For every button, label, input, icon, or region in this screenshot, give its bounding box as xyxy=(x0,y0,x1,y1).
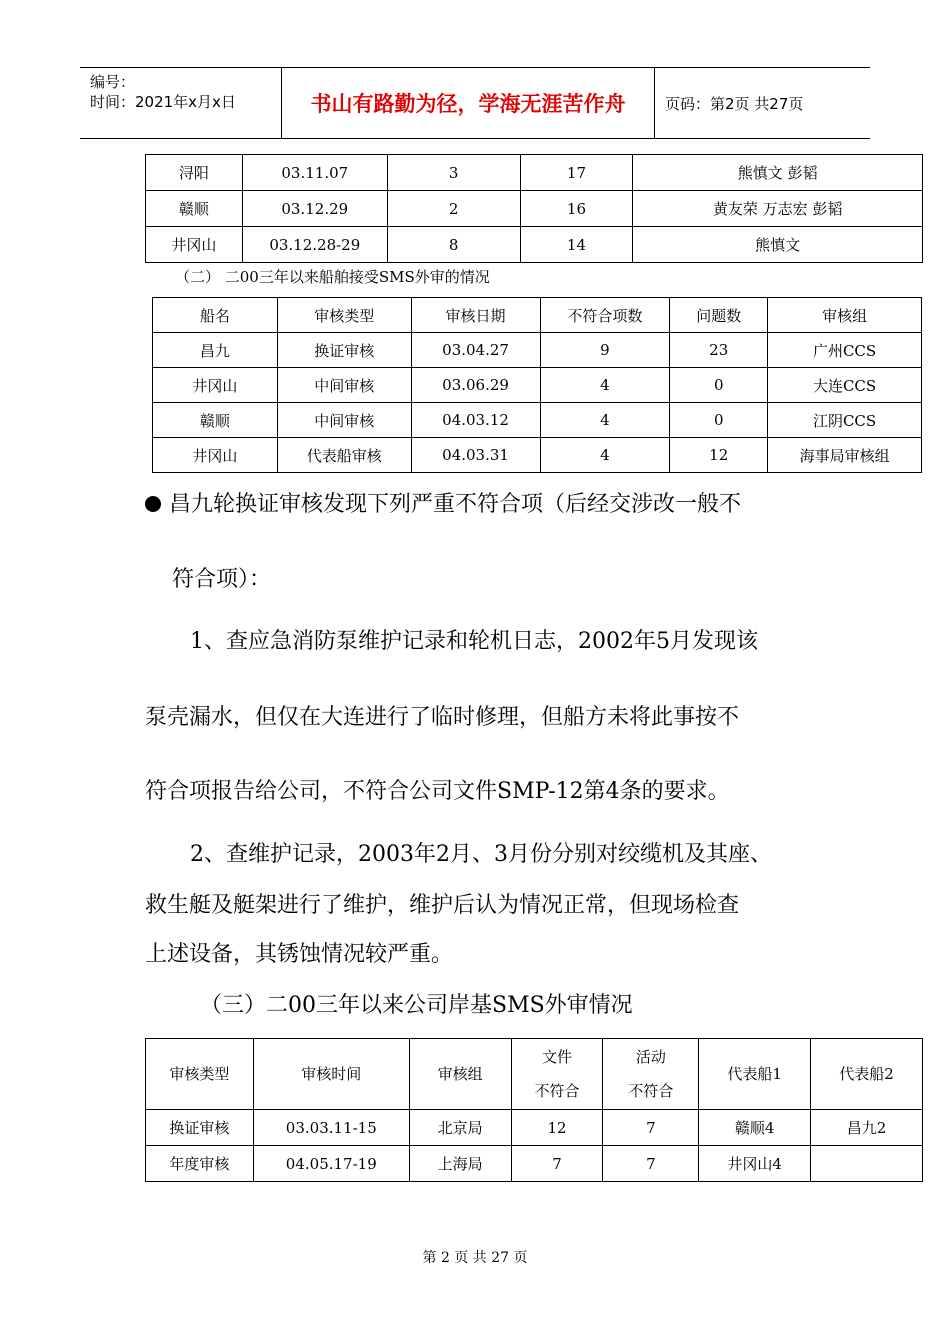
bullet-text: 昌九轮换证审核发现下列严重不符合项（后经交涉改一般不 xyxy=(169,492,742,517)
section2-caption: （二） 二00三年以来船舶接受SMS外审的情况 xyxy=(175,268,490,286)
column-header: 文件 不符合 xyxy=(511,1039,603,1110)
page-footer: 第 2 页 共 27 页 xyxy=(422,1250,528,1266)
bullet-dot xyxy=(145,496,161,512)
column-header: 活动 不符合 xyxy=(603,1039,699,1110)
table-cell: 04.05.17-19 xyxy=(253,1146,409,1182)
item2-line2: 救生艇及艇架进行了维护，维护后认为情况正常，但现场检查 xyxy=(145,893,740,918)
table-cell: 12 xyxy=(511,1110,603,1146)
time-label: 时间：2021年x月x日 xyxy=(90,93,236,111)
table-row xyxy=(153,403,922,438)
column-header: 审核组 xyxy=(409,1039,511,1110)
table-cell: 23 xyxy=(670,333,768,368)
table-cell: 昌九 xyxy=(153,333,278,368)
table-cell: 熊慎文 xyxy=(633,227,923,263)
table-cell: 浔阳 xyxy=(146,155,243,191)
table-row xyxy=(146,1146,923,1182)
table-cell: 北京局 xyxy=(409,1110,511,1146)
table-row xyxy=(146,155,923,191)
table-cell: 井冈山4 xyxy=(699,1146,811,1182)
table-row xyxy=(146,1110,923,1146)
ship-internal-audit-table xyxy=(145,154,923,263)
table-cell: 0 xyxy=(670,403,768,438)
column-header: 船名 xyxy=(153,298,278,333)
column-header: 不符合项数 xyxy=(540,298,670,333)
table-cell: 年度审核 xyxy=(146,1146,254,1182)
table-row xyxy=(146,191,923,227)
table-cell: 14 xyxy=(520,227,633,263)
table-cell: 03.03.11-15 xyxy=(253,1110,409,1146)
table-cell: 7 xyxy=(511,1146,603,1182)
table-cell: 井冈山 xyxy=(153,438,278,473)
item1-line2: 泵壳漏水，但仅在大连进行了临时修理，但船方未将此事按不 xyxy=(145,705,740,730)
header-meta xyxy=(80,68,282,138)
ship-external-audit-table xyxy=(152,297,922,473)
table-cell: 黄友荣 万志宏 彭韬 xyxy=(633,191,923,227)
table-cell: 赣顺4 xyxy=(699,1110,811,1146)
table-header-row xyxy=(146,1039,923,1110)
table-cell: 井冈山 xyxy=(146,227,243,263)
table-cell: 7 xyxy=(603,1146,699,1182)
table-cell: 03.12.28-29 xyxy=(242,227,387,263)
table-cell: 上海局 xyxy=(409,1146,511,1182)
table-cell: 大连CCS xyxy=(768,368,922,403)
table-header-row xyxy=(153,298,922,333)
table-cell: 4 xyxy=(540,438,670,473)
table-cell: 熊慎文 彭韬 xyxy=(633,155,923,191)
table-cell: 井冈山 xyxy=(153,368,278,403)
table-row xyxy=(146,227,923,263)
table-cell: 4 xyxy=(540,403,670,438)
table-cell: 03.06.29 xyxy=(411,368,540,403)
table-cell: 赣顺 xyxy=(146,191,243,227)
table-cell: 江阴CCS xyxy=(768,403,922,438)
table-cell: 2 xyxy=(387,191,520,227)
table-cell: 海事局审核组 xyxy=(768,438,922,473)
header-page-info: 页码：第2页 共27页 xyxy=(665,94,804,113)
table-cell xyxy=(811,1146,923,1182)
table-cell: 04.03.12 xyxy=(411,403,540,438)
bullet-paragraph-line2: 符合项）： xyxy=(172,567,272,592)
column-header: 审核组 xyxy=(768,298,922,333)
table-cell: 中间审核 xyxy=(277,368,411,403)
column-header: 审核类型 xyxy=(277,298,411,333)
number-label: 编号： xyxy=(90,73,136,91)
table-cell: 代表船审核 xyxy=(277,438,411,473)
table-row xyxy=(153,438,922,473)
table-cell: 中间审核 xyxy=(277,403,411,438)
table-cell: 03.04.27 xyxy=(411,333,540,368)
table-cell: 03.12.29 xyxy=(242,191,387,227)
item1-line3: 符合项报告给公司，不符合公司文件SMP-12第4条的要求。 xyxy=(145,779,730,804)
column-header: 审核时间 xyxy=(253,1039,409,1110)
bullet-paragraph-line1 xyxy=(145,487,741,518)
table-cell: 换证审核 xyxy=(146,1110,254,1146)
table-cell: 9 xyxy=(540,333,670,368)
table-cell: 03.11.07 xyxy=(242,155,387,191)
table-cell: 12 xyxy=(670,438,768,473)
table-cell: 0 xyxy=(670,368,768,403)
table-cell: 广州CCS xyxy=(768,333,922,368)
item2-line3: 上述设备，其锈蚀情况较严重。 xyxy=(145,942,454,967)
column-header: 审核类型 xyxy=(146,1039,254,1110)
table-row xyxy=(153,333,922,368)
table-row xyxy=(153,368,922,403)
table-cell: 16 xyxy=(520,191,633,227)
page-header xyxy=(80,67,870,139)
table-cell: 04.03.31 xyxy=(411,438,540,473)
table-cell: 赣顺 xyxy=(153,403,278,438)
column-header: 问题数 xyxy=(670,298,768,333)
table-cell: 4 xyxy=(540,368,670,403)
item1-line1: 1、查应急消防泵维护记录和轮机日志，2002年5月发现该 xyxy=(190,629,758,654)
section3-caption: （三）二00三年以来公司岸基SMS外审情况 xyxy=(200,993,633,1018)
column-header: 代表船1 xyxy=(699,1039,811,1110)
column-header: 代表船2 xyxy=(811,1039,923,1110)
table-cell: 17 xyxy=(520,155,633,191)
table-cell: 换证审核 xyxy=(277,333,411,368)
table-cell: 7 xyxy=(603,1110,699,1146)
header-motto: 书山有路勤为径，学海无涯苦作舟 xyxy=(282,68,655,138)
item2-line1: 2、查维护记录，2003年2月、3月份分别对绞缆机及其座、 xyxy=(190,842,772,867)
column-header: 审核日期 xyxy=(411,298,540,333)
shore-audit-table xyxy=(145,1038,923,1182)
table-cell: 昌九2 xyxy=(811,1110,923,1146)
table-cell: 3 xyxy=(387,155,520,191)
table-cell: 8 xyxy=(387,227,520,263)
